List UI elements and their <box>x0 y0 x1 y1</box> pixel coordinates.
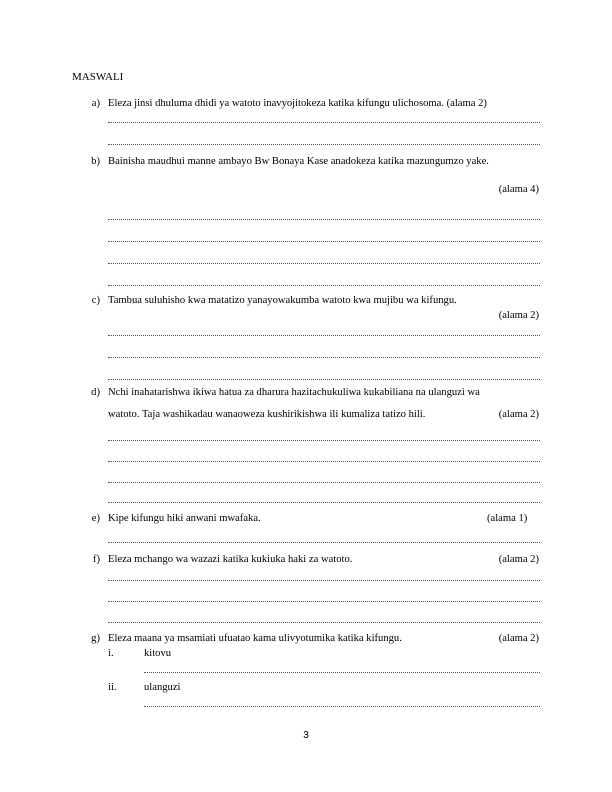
question-letter: d) <box>91 387 100 398</box>
question-text: Eleza jinsi dhuluma dhidi ya watoto inavyojitokeza katika kifungu ulichosoma. (alama 2) <box>108 98 487 109</box>
answer-line[interactable] <box>108 501 540 503</box>
answer-line[interactable] <box>108 579 540 581</box>
item-numeral: ii. <box>108 682 117 693</box>
answer-line[interactable] <box>108 378 540 380</box>
question-letter: c) <box>91 295 100 306</box>
vocab-word: ulanguzi <box>144 682 181 693</box>
answer-line[interactable] <box>108 121 540 123</box>
marks-label: (alama 2) <box>498 310 539 321</box>
answer-line[interactable] <box>108 541 540 543</box>
answer-line[interactable] <box>108 240 540 242</box>
answer-line[interactable] <box>108 334 540 336</box>
item-numeral: i. <box>108 648 114 659</box>
marks-label: (alama 2) <box>498 633 539 644</box>
question-text: Bainisha maudhui manne ambayo Bw Bonaya Kase anadokeza katika mazungumzo yake. <box>108 156 489 167</box>
question-letter: b) <box>91 156 100 167</box>
marks-label: (alama 2) <box>498 554 539 565</box>
question-letter: g) <box>91 633 100 644</box>
question-text-line2: watoto. Taja washikadau wanaoweza kushirikishwa ili kumaliza tatizo hili. <box>108 409 426 420</box>
question-text-line1: Nchi inahatarishwa ikiwa hatua za dharura hazitachukuliwa kukabiliana na ulanguzi wa <box>108 387 480 398</box>
question-text: Eleza mchango wa wazazi katika kukiuka haki za watoto. <box>108 554 353 565</box>
answer-line[interactable] <box>108 218 540 220</box>
marks-label: (alama 2) <box>498 409 539 420</box>
question-text: Tambua suluhisho kwa matatizo yanayowakumba watoto kwa mujibu wa kifungu. <box>108 295 457 306</box>
answer-line[interactable] <box>108 600 540 602</box>
vocab-word: kitovu <box>144 648 172 659</box>
question-letter: e) <box>91 513 100 524</box>
question-text: Kipe kifungu hiki anwani mwafaka. <box>108 513 261 524</box>
answer-line[interactable] <box>108 621 540 623</box>
answer-line[interactable] <box>108 284 540 286</box>
answer-line[interactable] <box>108 460 540 462</box>
page-number: 3 <box>303 730 309 741</box>
section-heading: MASWALI <box>72 71 124 83</box>
answer-line[interactable] <box>108 143 540 145</box>
marks-label: (alama 1) <box>487 513 528 524</box>
answer-line[interactable] <box>108 262 540 264</box>
answer-line[interactable] <box>108 481 540 483</box>
answer-line[interactable] <box>108 439 540 441</box>
answer-line[interactable] <box>144 705 540 707</box>
answer-line[interactable] <box>144 671 540 673</box>
marks-label: (alama 4) <box>498 184 539 195</box>
question-letter: f) <box>92 554 100 565</box>
question-letter: a) <box>91 98 100 109</box>
question-text: Eleza maana ya msamiati ufuatao kama ulivyotumika katika kifungu. <box>108 633 402 644</box>
answer-line[interactable] <box>108 356 540 358</box>
